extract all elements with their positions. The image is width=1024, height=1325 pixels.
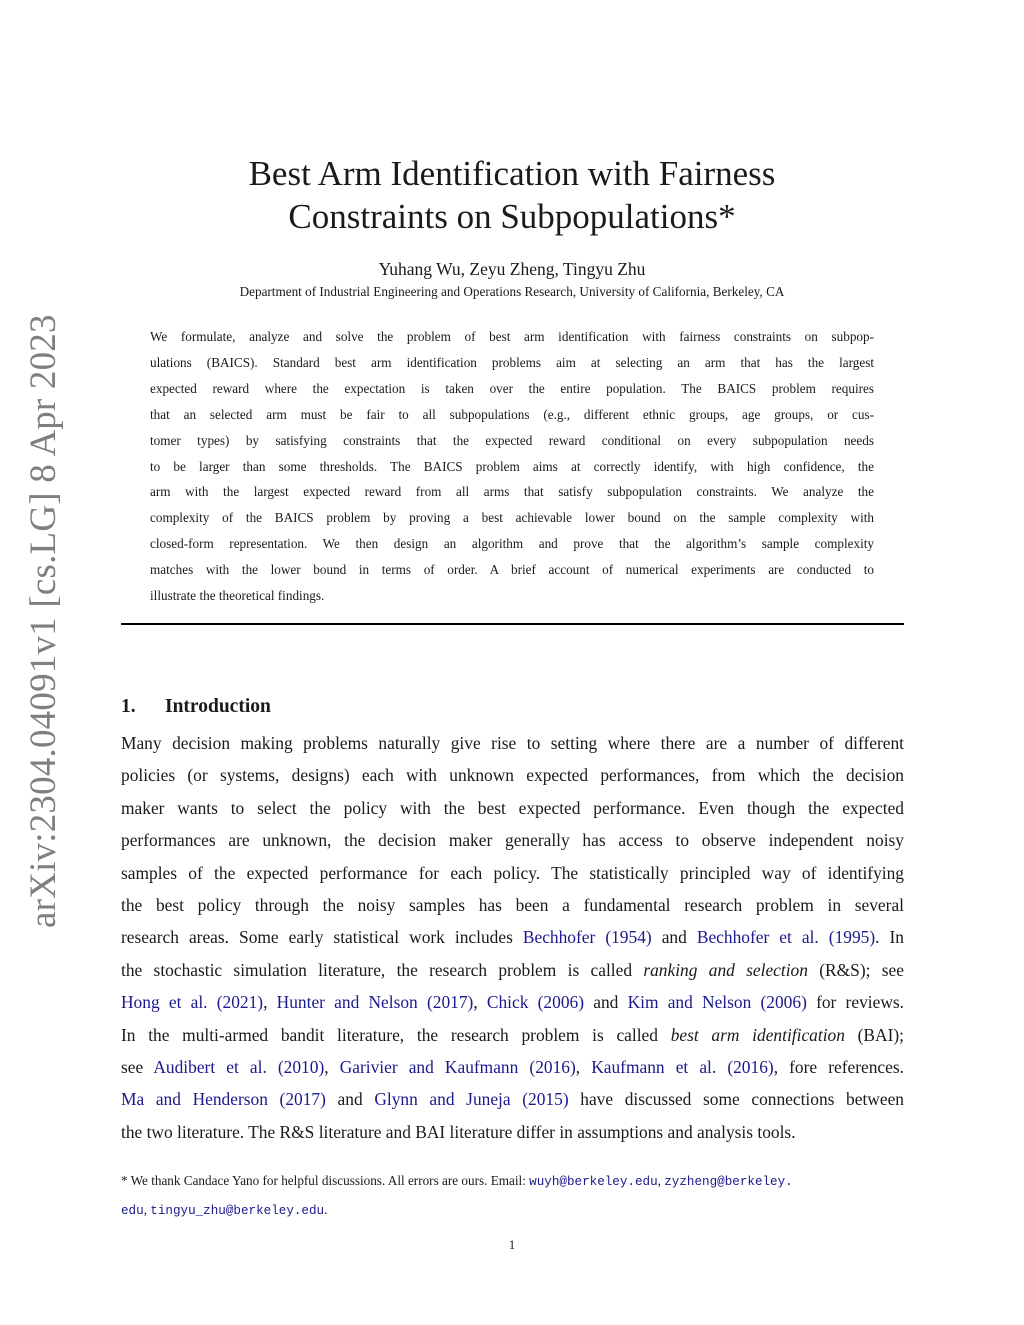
paper-title xyxy=(180,152,844,238)
body-line xyxy=(121,1051,904,1083)
text-run: (BAI); xyxy=(844,1024,905,1045)
abstract-line: illustrate the theoretical findings. xyxy=(150,588,325,604)
affiliation: Department of Industrial Engineering and Operations Research, University of California, Berkeley, CA xyxy=(239,284,785,299)
text-run: , xyxy=(143,1202,151,1217)
abstract-line: ulations (BAICS). Standard best arm identification problems aim at selecting an arm that has the largest xyxy=(150,354,874,370)
abstract-divider xyxy=(121,623,904,625)
text-run: the stochastic simulation literature, the research problem is called xyxy=(121,959,644,980)
abstract xyxy=(150,324,874,609)
text-run: , xyxy=(657,1173,665,1188)
citation-link[interactable]: Chick (2006) xyxy=(486,992,585,1013)
body-line: samples of the expected performance for each policy. The statistically principled way of identifying xyxy=(121,862,904,883)
section-title: Introduction xyxy=(165,696,271,717)
body-line: performances are unknown, the decision maker generally has access to observe independent noisy xyxy=(121,830,904,851)
citation-link[interactable]: Kaufmann et al. (2016) xyxy=(591,1057,774,1078)
section-number: 1. xyxy=(121,696,136,717)
abstract-line: to be larger than some thresholds. The BAICS problem aims at correctly identify, with high confidence, the xyxy=(150,458,874,474)
text-run: In the multi-armed bandit literature, the research problem is called xyxy=(121,1024,671,1045)
text-run: , fore references. xyxy=(773,1057,904,1078)
body-line xyxy=(121,986,904,1018)
abstract-line: We formulate, analyze and solve the problem of best arm identification with fairness constraints on subpop- xyxy=(150,329,874,344)
abstract-line: that an selected arm must be fair to all subpopulations (e.g., different ethnic groups, age groups, or cus- xyxy=(150,406,874,422)
body-line xyxy=(121,1083,904,1115)
text-run: . In xyxy=(875,927,904,948)
text-run: and xyxy=(651,927,697,948)
citation-link[interactable]: Hunter and Nelson (2017) xyxy=(276,992,474,1013)
citation-link[interactable]: Audibert et al. (2010) xyxy=(153,1057,325,1078)
email-link[interactable]: tingyu_zhu@berkeley.edu xyxy=(150,1204,325,1218)
page-number: 1 xyxy=(508,1237,516,1252)
abstract-line: complexity of the BAICS problem by proving a best achievable lower bound on the sample complexity with xyxy=(150,510,874,526)
footnote-line xyxy=(121,1196,904,1225)
email-link[interactable]: wuyh@berkeley.edu xyxy=(529,1175,658,1189)
body-line xyxy=(121,954,904,986)
text-run: for reviews. xyxy=(806,992,904,1013)
citation-link[interactable]: Bechhofer et al. (1995) xyxy=(696,927,876,948)
text-run: and xyxy=(584,992,628,1013)
body-line: the two literature. The R&S literature and BAI literature differ in assumptions and analysis tools. xyxy=(121,1121,796,1142)
emphasized-term: ranking and selection xyxy=(643,959,808,980)
text-run: , xyxy=(575,1057,592,1078)
arxiv-identifier-stamp: arXiv:2304.04091v1 [cs.LG] 8 Apr 2023 xyxy=(23,314,64,928)
citation-link[interactable]: Ma and Henderson (2017) xyxy=(121,1089,326,1110)
body-line: the best policy through the noisy samples has been a fundamental research problem in several xyxy=(121,895,904,916)
text-run: , xyxy=(324,1057,340,1078)
text-run: research areas. Some early statistical work includes xyxy=(121,927,523,948)
body-line: policies (or systems, designs) each with unknown expected performances, from which the decision xyxy=(121,765,904,786)
email-link[interactable]: edu xyxy=(121,1204,144,1218)
citation-link[interactable]: Hong et al. (2021) xyxy=(121,992,264,1013)
text-run: see xyxy=(121,1057,154,1078)
introduction-body xyxy=(121,727,904,1148)
text-run: and xyxy=(325,1089,375,1110)
abstract-line: closed-form representation. We then design an algorithm and prove that the algorithm’s sample complexity xyxy=(150,536,874,552)
text-run: , xyxy=(263,992,277,1013)
body-line: Many decision making problems naturally give rise to setting where there are a number of different xyxy=(121,733,904,753)
abstract-line: arm with the largest expected reward from all arms that satisfy subpopulation constraints. We analyze the xyxy=(150,484,874,500)
citation-link[interactable]: Bechhofer (1954) xyxy=(522,927,652,948)
body-line xyxy=(121,1019,904,1051)
footnote-text: * We thank Candace Yano for helpful discussions. All errors are ours. Email: xyxy=(121,1173,530,1188)
title-line-1: Best Arm Identification with Fairness xyxy=(248,154,776,193)
body-line xyxy=(121,921,904,953)
section-heading-introduction xyxy=(121,696,271,718)
citation-link[interactable]: Glynn and Juneja (2015) xyxy=(374,1089,569,1110)
emphasized-term: best arm identification xyxy=(670,1024,845,1045)
title-line-2: Constraints on Subpopulations* xyxy=(288,197,736,236)
email-link[interactable]: zyzheng@berkeley. xyxy=(664,1175,793,1189)
body-line: maker wants to select the policy with the best expected performance. Even though the expected xyxy=(121,797,904,818)
text-run: , xyxy=(473,992,487,1013)
abstract-line: matches with the lower bound in terms of order. A brief account of numerical experiments are conducted to xyxy=(150,562,874,578)
text-run: have discussed some connections between xyxy=(568,1089,904,1110)
text-run: (R&S); see xyxy=(807,959,904,980)
footnote-line xyxy=(121,1167,904,1196)
abstract-line: expected reward where the expectation is taken over the entire population. The BAICS problem requires xyxy=(150,380,874,396)
citation-link[interactable]: Garivier and Kaufmann (2016) xyxy=(339,1057,576,1078)
text-run: . xyxy=(324,1202,328,1217)
abstract-line: tomer types) by satisfying constraints that the expected reward conditional on every subpopulation needs xyxy=(150,432,874,448)
citation-link[interactable]: Kim and Nelson (2006) xyxy=(627,992,807,1013)
footnote xyxy=(121,1167,904,1225)
author-list: Yuhang Wu, Zeyu Zheng, Tingyu Zhu xyxy=(378,259,646,279)
